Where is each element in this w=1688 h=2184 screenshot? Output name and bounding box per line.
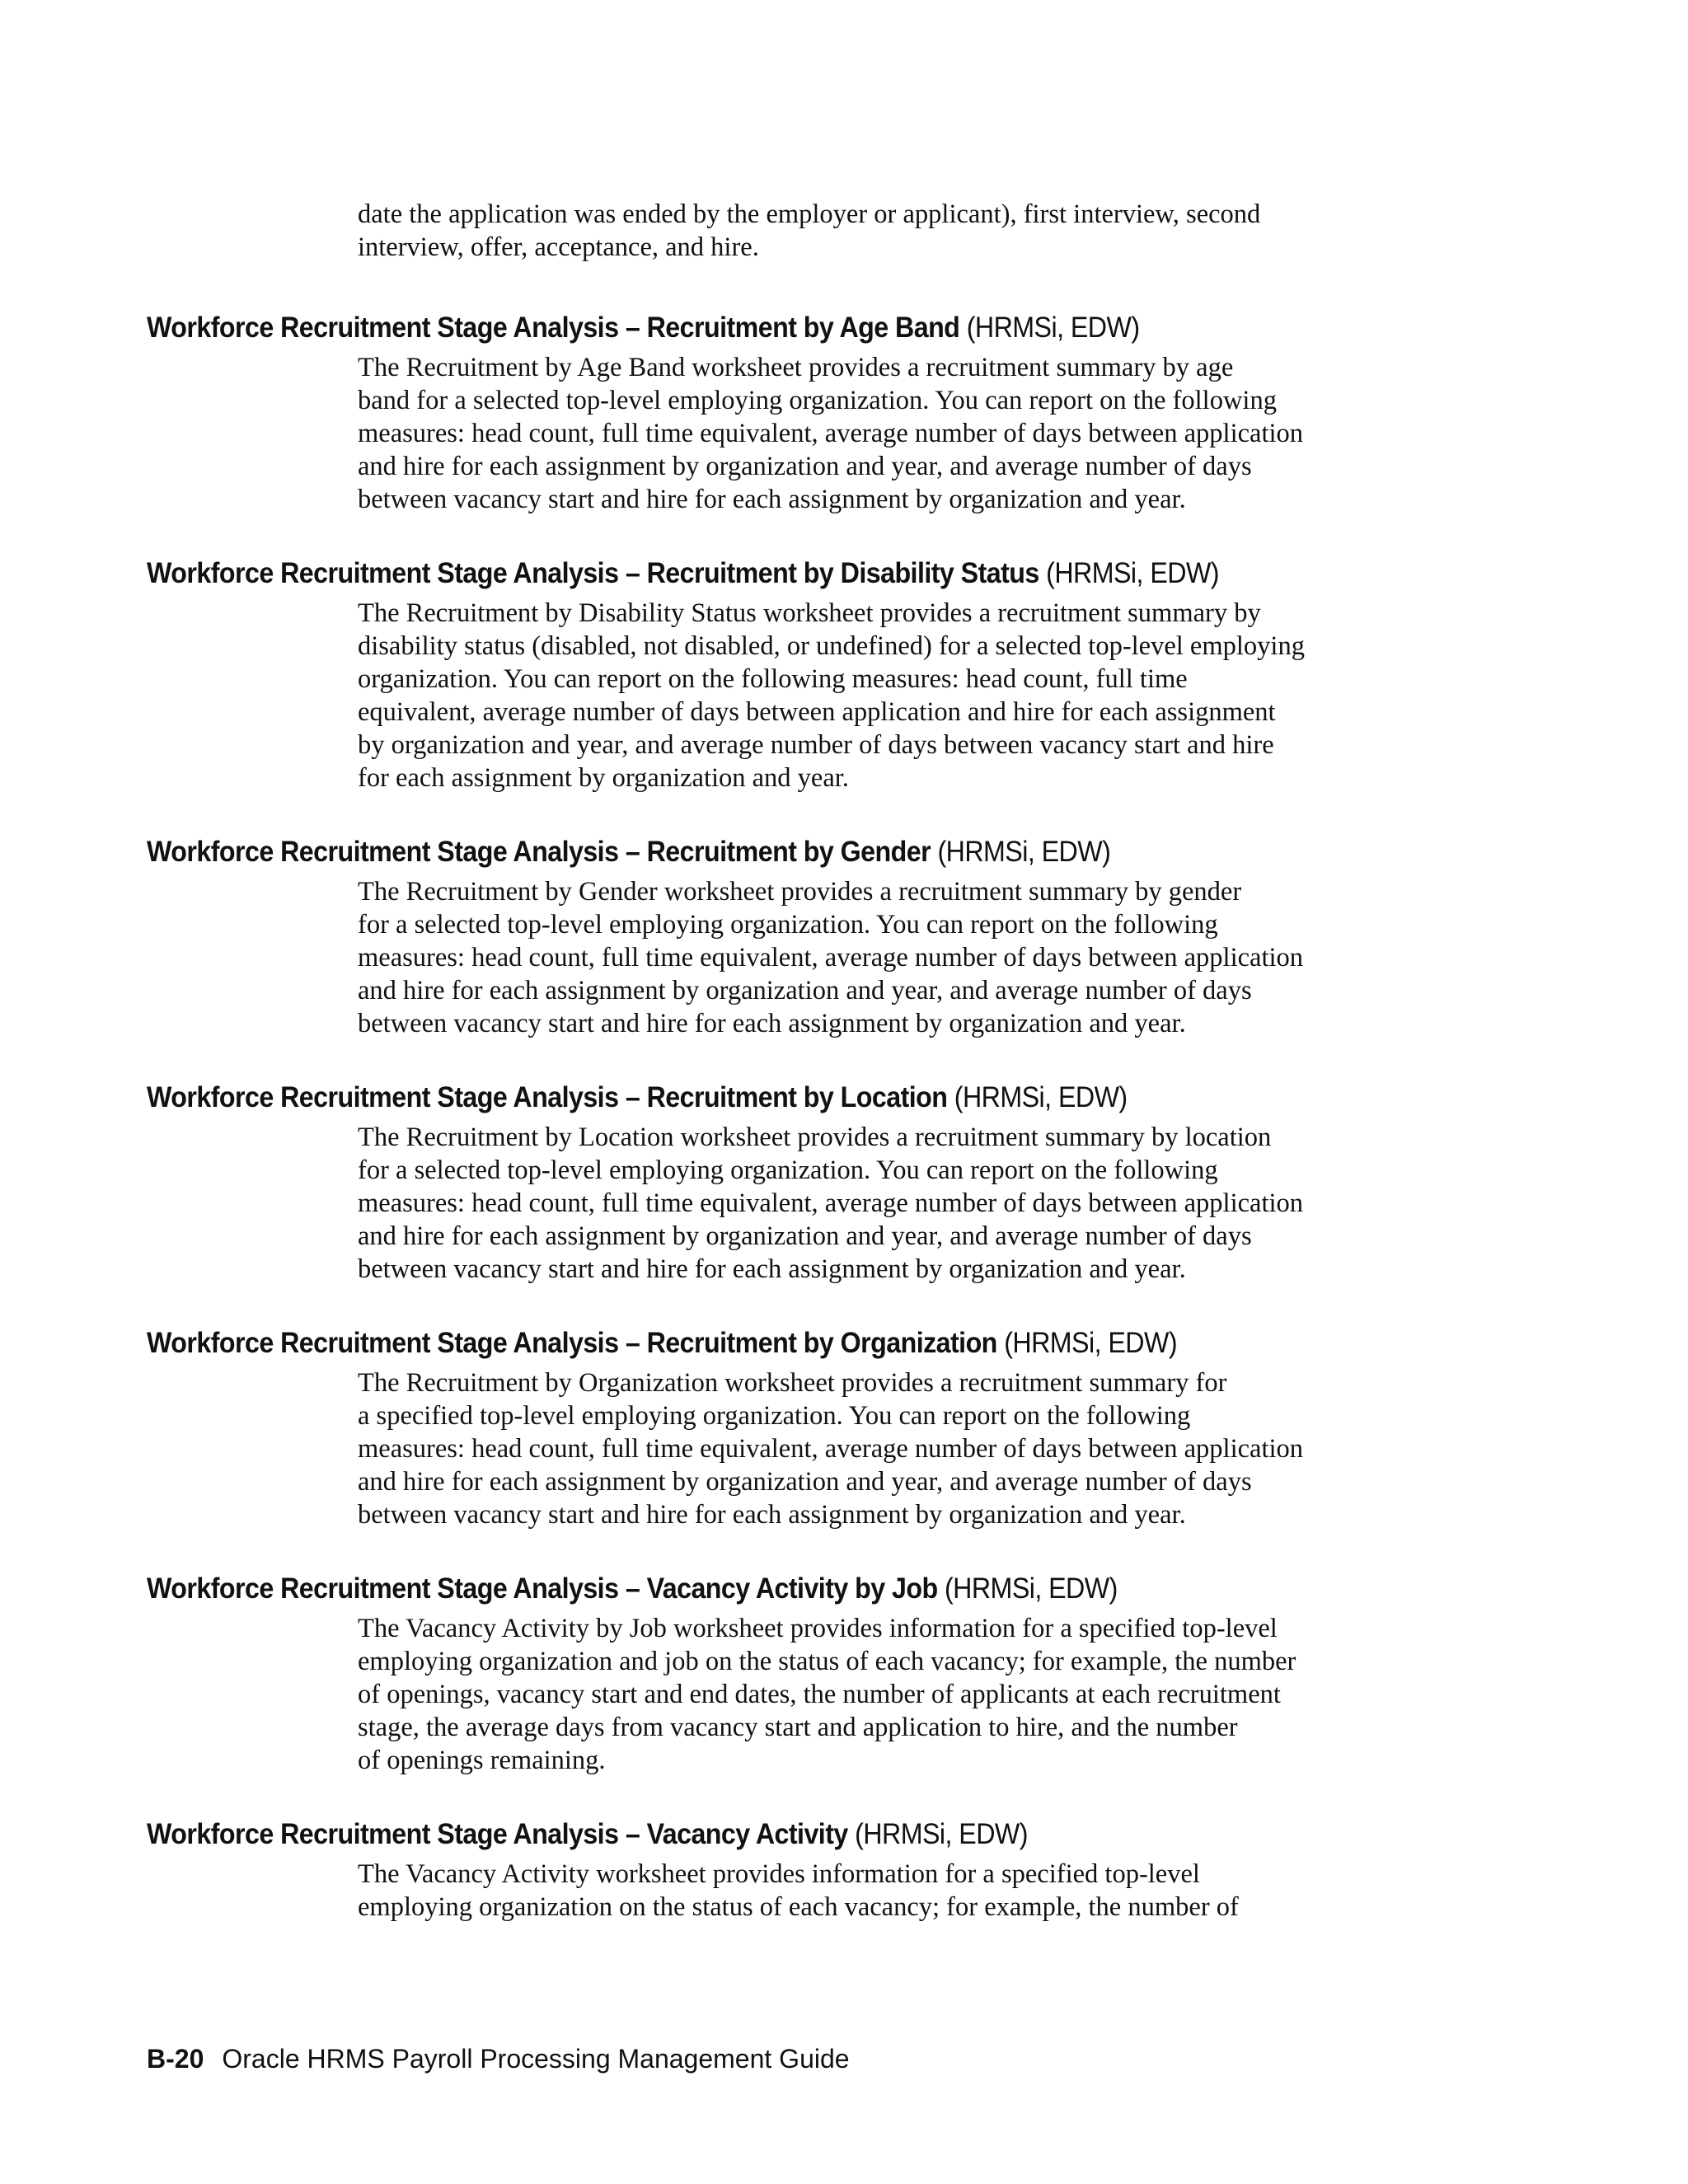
section-description (358, 1612, 1462, 1777)
section-heading (147, 312, 1360, 344)
section-tag: (HRMSi, EDW) (944, 1572, 1118, 1605)
description-line: and hire for each assignment by organization and year, and average number of days (358, 976, 1252, 1005)
description-line: a specified top-level employing organization. You can report on the following (358, 1401, 1191, 1431)
section-description (358, 351, 1462, 516)
section-tag: (HRMSi, EDW) (1046, 557, 1219, 589)
section-description (358, 1121, 1462, 1286)
description-line: of openings remaining. (358, 1746, 606, 1775)
section-tag: (HRMSi, EDW) (937, 836, 1111, 868)
section-title: Workforce Recruitment Stage Analysis – Recruitment by Location (147, 1081, 948, 1113)
section-description (358, 1366, 1462, 1531)
description-line: disability status (disabled, not disabled, or undefined) for a selected top-level employing (358, 631, 1305, 661)
section-recruitment-by-organization (147, 1327, 1465, 1531)
page-footer (147, 2042, 850, 2075)
section-vacancy-activity-by-job (147, 1572, 1465, 1777)
section-title: Workforce Recruitment Stage Analysis – Recruitment by Age Band (147, 312, 960, 344)
section-tag: (HRMSi, EDW) (966, 312, 1140, 344)
description-line: equivalent, average number of days between application and hire for each assignment (358, 697, 1276, 727)
intro-line: date the application was ended by the employer or applicant), first interview, second (358, 199, 1261, 229)
description-line: measures: head count, full time equivalent, average number of days between application (358, 1434, 1304, 1464)
description-line: of openings, vacancy start and end dates, the number of applicants at each recruitment (358, 1680, 1281, 1709)
section-recruitment-by-age-band (147, 312, 1465, 516)
description-line: between vacancy start and hire for each assignment by organization and year. (358, 485, 1186, 514)
section-title: Workforce Recruitment Stage Analysis – Recruitment by Gender (147, 836, 931, 868)
description-line: between vacancy start and hire for each assignment by organization and year. (358, 1500, 1186, 1530)
description-line: for each assignment by organization and year. (358, 763, 849, 793)
description-line: for a selected top-level employing organization. You can report on the following (358, 910, 1218, 940)
description-line: employing organization on the status of each vacancy; for example, the number of (358, 1892, 1239, 1922)
description-line: measures: head count, full time equivalent, average number of days between application (358, 943, 1304, 972)
section-description (358, 875, 1462, 1040)
section-heading (147, 557, 1360, 590)
section-tag: (HRMSi, EDW) (1004, 1327, 1178, 1359)
description-line: measures: head count, full time equivalent, average number of days between application (358, 419, 1304, 448)
section-recruitment-by-location (147, 1081, 1465, 1286)
section-heading (147, 1572, 1360, 1605)
description-line: and hire for each assignment by organization and year, and average number of days (358, 452, 1252, 481)
description-line: The Vacancy Activity worksheet provides information for a specified top-level (358, 1859, 1200, 1889)
section-heading (147, 1081, 1360, 1114)
description-line: band for a selected top-level employing organization. You can report on the following (358, 386, 1277, 415)
description-line: measures: head count, full time equivalent, average number of days between application (358, 1188, 1304, 1218)
section-description (358, 1858, 1462, 1924)
description-line: The Recruitment by Organization worksheet provides a recruitment summary for (358, 1368, 1227, 1398)
description-line: The Recruitment by Gender worksheet provides a recruitment summary by gender (358, 877, 1242, 907)
description-line: The Vacancy Activity by Job worksheet provides information for a specified top-level (358, 1614, 1278, 1643)
description-line: between vacancy start and hire for each assignment by organization and year. (358, 1009, 1186, 1038)
section-title: Workforce Recruitment Stage Analysis – Vacancy Activity by Job (147, 1572, 938, 1605)
section-tag: (HRMSi, EDW) (954, 1081, 1128, 1113)
section-recruitment-by-gender (147, 836, 1465, 1040)
intro-paragraph (358, 198, 1462, 264)
description-line: The Recruitment by Location worksheet provides a recruitment summary by location (358, 1122, 1272, 1152)
section-description (358, 597, 1462, 794)
description-line: and hire for each assignment by organization and year, and average number of days (358, 1467, 1252, 1497)
section-tag: (HRMSi, EDW) (855, 1818, 1028, 1850)
description-line: by organization and year, and average number of days between vacancy start and hire (358, 730, 1274, 760)
description-line: The Recruitment by Age Band worksheet provides a recruitment summary by age (358, 353, 1234, 382)
description-line: stage, the average days from vacancy start and application to hire, and the number (358, 1713, 1238, 1742)
description-line: The Recruitment by Disability Status worksheet provides a recruitment summary by (358, 598, 1261, 628)
section-vacancy-activity (147, 1818, 1465, 1924)
intro-line: interview, offer, acceptance, and hire. (358, 232, 759, 262)
section-heading (147, 1327, 1360, 1360)
page-number: B-20 (147, 2044, 204, 2074)
section-recruitment-by-disability-status (147, 557, 1465, 794)
description-line: between vacancy start and hire for each assignment by organization and year. (358, 1254, 1186, 1284)
description-line: for a selected top-level employing organization. You can report on the following (358, 1155, 1218, 1185)
section-title: Workforce Recruitment Stage Analysis – Vacancy Activity (147, 1818, 848, 1850)
description-line: and hire for each assignment by organization and year, and average number of days (358, 1221, 1252, 1251)
description-line: employing organization and job on the status of each vacancy; for example, the number (358, 1647, 1296, 1676)
section-title: Workforce Recruitment Stage Analysis – Recruitment by Organization (147, 1327, 997, 1359)
section-heading (147, 1818, 1360, 1851)
description-line: organization. You can report on the following measures: head count, full time (358, 664, 1188, 694)
book-title: Oracle HRMS Payroll Processing Management Guide (222, 2044, 850, 2074)
section-title: Workforce Recruitment Stage Analysis – Recruitment by Disability Status (147, 557, 1039, 589)
section-heading (147, 836, 1360, 869)
